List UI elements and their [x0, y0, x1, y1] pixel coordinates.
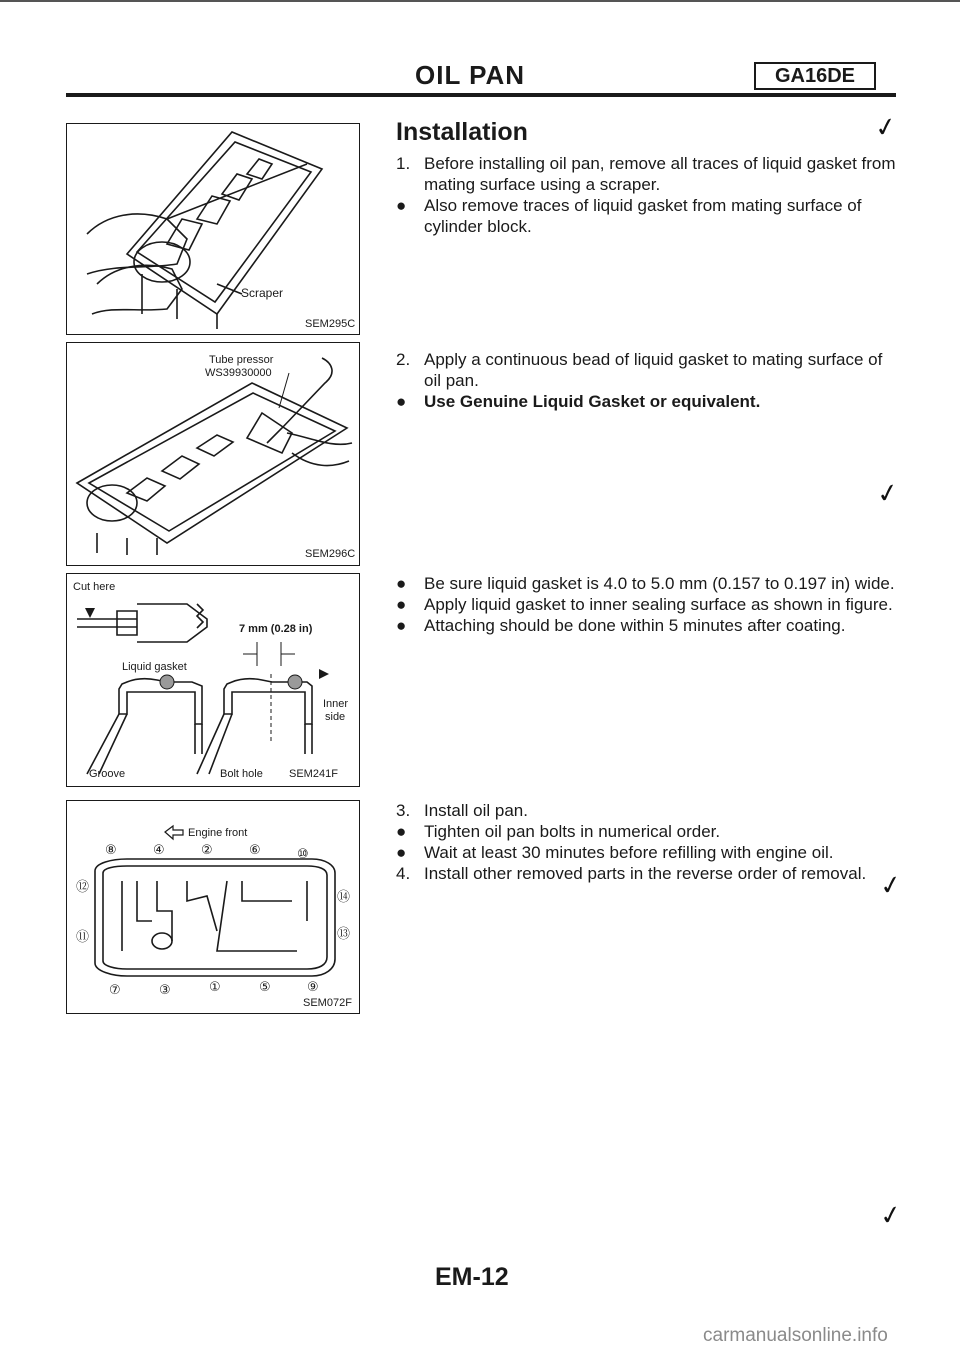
tool-name: Tube pressor [209, 354, 274, 366]
step-text: Tighten oil pan bolts in numerical order. [424, 822, 721, 841]
step-1 [396, 153, 901, 195]
step-block-2 [396, 349, 901, 412]
step-text: Install oil pan. [424, 801, 528, 820]
figure-tube-pressor [66, 342, 360, 566]
step-text: Apply liquid gasket to inner sealing surface as shown in figure. [424, 595, 893, 614]
bolt-hole-label: Bolt hole [220, 768, 263, 780]
step-marker: 4. [396, 864, 411, 883]
bullet-marker: ● [396, 843, 407, 862]
cut-here-label: Cut here [73, 581, 116, 593]
inner-side-label-2: side [325, 711, 346, 723]
engine-code-badge: GA16DE [754, 62, 876, 90]
step-text: Attaching should be done within 5 minutes after coating. [424, 616, 846, 635]
bolt-number-12: ⑫ [76, 880, 90, 895]
header-rule [66, 93, 896, 97]
page-title: OIL PAN [415, 60, 526, 90]
step-text: Apply a continuous bead of liquid gasket to mating surface of oil pan. [424, 350, 883, 390]
engine-front-label: Engine front [188, 827, 248, 839]
step-2-bullet [396, 391, 901, 412]
scraper-label: Scraper [241, 286, 284, 300]
step-marker: 3. [396, 801, 411, 820]
wait-bullet [396, 842, 886, 863]
bolt-number-1: ① [209, 980, 221, 995]
bullet-marker: ● [396, 616, 407, 635]
figure-code: SEM295C [305, 318, 356, 330]
bolt-order-illustration [67, 801, 359, 1013]
step-4 [396, 863, 886, 884]
step-text: Install other removed parts in the reverse order of removal. [424, 864, 867, 883]
bolt-number-4: ④ [153, 843, 165, 858]
step-block-1 [396, 153, 901, 237]
step-text: Be sure liquid gasket is 4.0 to 5.0 mm (0.157 to 0.197 in) wide. [424, 574, 895, 593]
page-number: EM-12 [435, 1263, 509, 1291]
step-block-4 [396, 800, 886, 884]
step-3 [396, 800, 886, 821]
liquid-gasket-label: Liquid gasket [122, 661, 187, 673]
bullet-marker: ● [396, 196, 407, 215]
check-mark-icon: ✓ [877, 1198, 905, 1232]
inner-surface-bullet [396, 594, 901, 615]
bullet-marker: ● [396, 392, 407, 411]
step-2 [396, 349, 901, 391]
watermark: carmanualsonline.info [703, 1325, 888, 1346]
step-text: Wait at least 30 minutes before refilling with engine oil. [424, 843, 834, 862]
bolt-number-5: ⑤ [259, 980, 271, 995]
tighten-bullet [396, 821, 886, 842]
top-border [0, 0, 960, 2]
tube-pressor-illustration [67, 343, 359, 565]
step-block-3 [396, 573, 901, 636]
check-mark-icon: ✓ [874, 476, 902, 510]
groove-label: Groove [89, 768, 126, 780]
section-title: Installation [396, 118, 528, 146]
step-1-bullet [396, 195, 901, 237]
inner-side-label: Inner [323, 698, 349, 710]
figure-code: SEM072F [303, 997, 352, 1009]
step-text: Before installing oil pan, remove all traces of liquid gasket from mating surface using a scraper. [424, 154, 896, 194]
check-mark-icon: ✓ [872, 110, 900, 144]
bolt-number-3: ③ [159, 983, 171, 998]
check-mark-icon: ✓ [877, 868, 905, 902]
bolt-number-6: ⑥ [249, 843, 261, 858]
bolt-number-10: ⑩ [297, 847, 309, 862]
attach-time-bullet [396, 615, 901, 636]
bolt-number-11: ⑪ [76, 930, 90, 945]
figure-code: SEM296C [305, 548, 356, 560]
figure-bolt-order [66, 800, 360, 1014]
bullet-marker: ● [396, 574, 407, 593]
figure-gasket-section [66, 573, 360, 787]
bolt-number-2: ② [201, 843, 213, 858]
gasket-section-illustration [67, 574, 359, 786]
width-label: 7 mm (0.28 in) [239, 623, 313, 635]
arrow-left-icon [165, 826, 183, 839]
bolt-number-13: ⑬ [337, 927, 351, 942]
step-marker: 1. [396, 154, 411, 173]
oil-pan-scraper-illustration [67, 124, 359, 334]
step-text: Also remove traces of liquid gasket from mating surface of cylinder block. [424, 196, 862, 236]
step-text: Use Genuine Liquid Gasket or equivalent. [424, 392, 761, 411]
bolt-number-7: ⑦ [109, 983, 121, 998]
bolt-number-9: ⑨ [307, 980, 319, 995]
bullet-marker: ● [396, 595, 407, 614]
bolt-number-14: ⑭ [337, 890, 351, 905]
bolt-number-8: ⑧ [105, 843, 117, 858]
figure-code: SEM241F [289, 768, 338, 780]
bullet-marker: ● [396, 822, 407, 841]
figure-scraper [66, 123, 360, 335]
gasket-width-bullet [396, 573, 901, 594]
tool-number: WS39930000 [205, 367, 272, 379]
step-marker: 2. [396, 350, 411, 369]
